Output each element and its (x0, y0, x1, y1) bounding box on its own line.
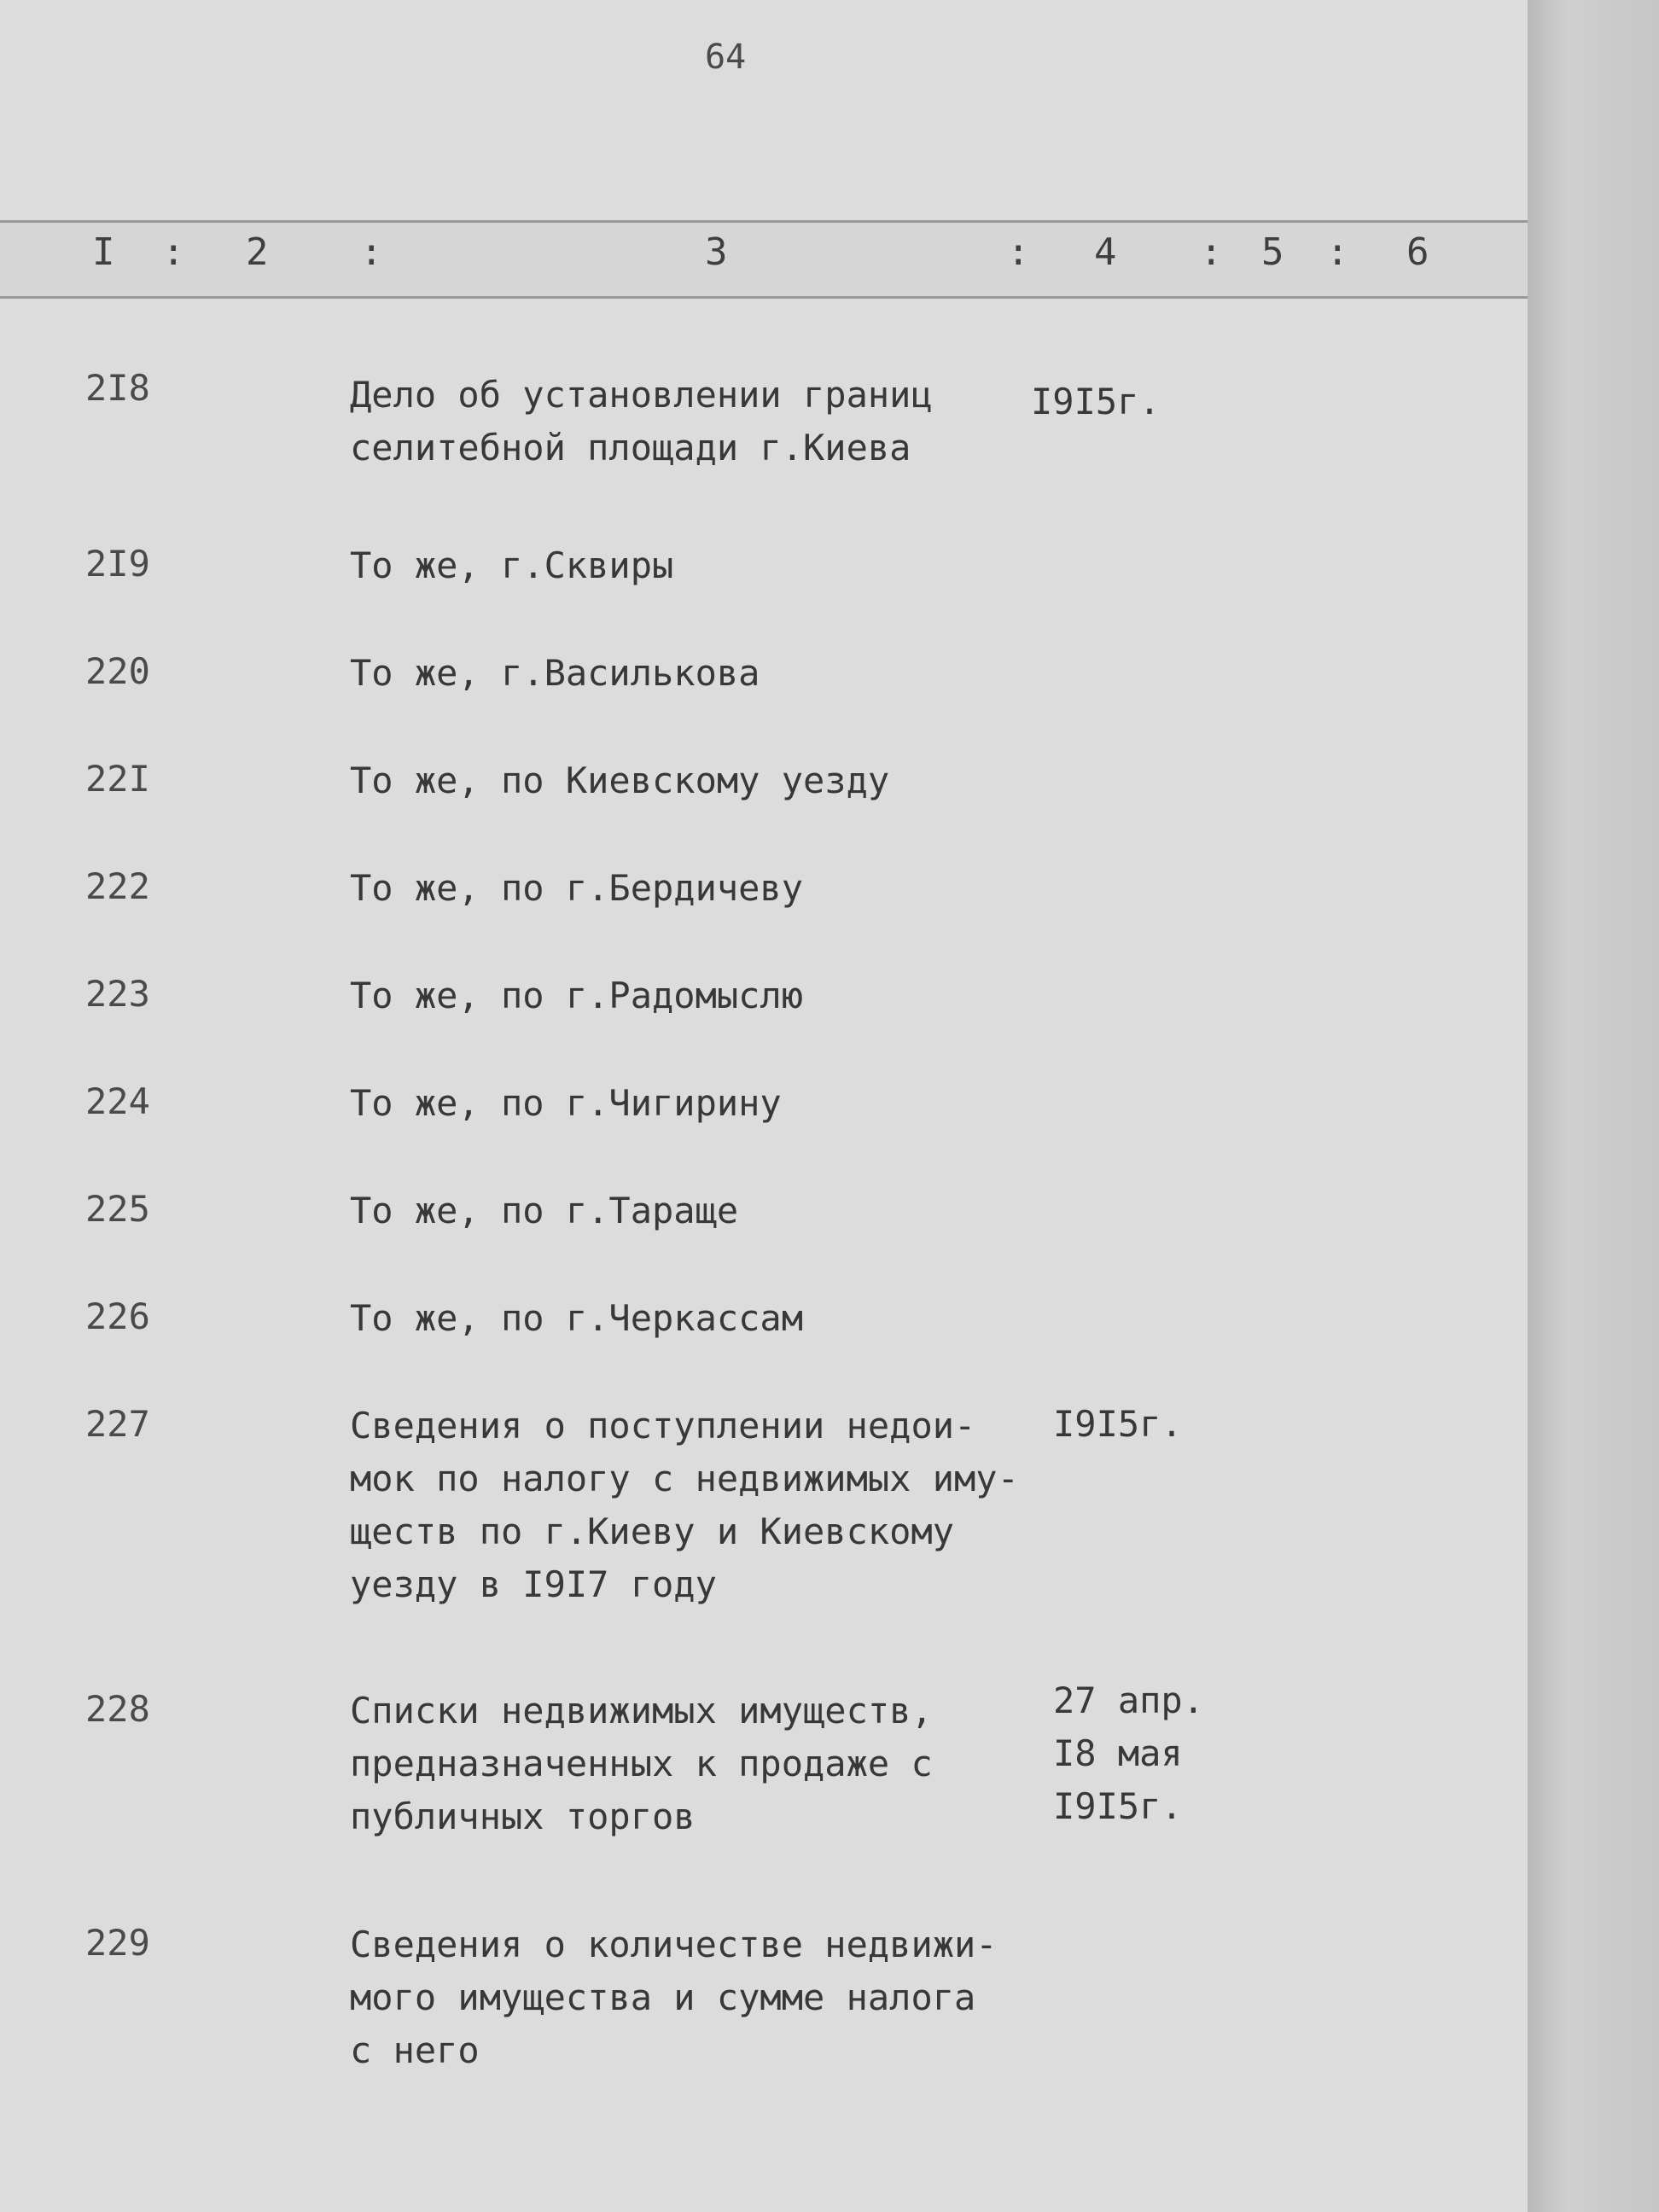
row-date: 27 апр. I8 мая I9I5г. (1053, 1679, 1205, 1827)
column-header-band (0, 220, 1528, 299)
row-number: 220 (85, 650, 150, 692)
row-number: 227 (85, 1403, 150, 1445)
row-number: 2I9 (85, 543, 150, 585)
row-title: Сведения о количестве недвижи- мого имущества и сумме налога с него (350, 1924, 998, 2071)
row-number: 228 (85, 1688, 150, 1730)
row-title: Дело об установлении границ селитебной площади г.Киева (350, 374, 933, 469)
page-number: 64 (705, 38, 747, 77)
header-separator: : (360, 230, 383, 274)
row-number: 223 (85, 973, 150, 1015)
row-title: Списки недвижимых имуществ, предназначенных к продаже с публичных торгов (350, 1690, 933, 1837)
row-title: То же, по г.Бердичеву (350, 867, 804, 909)
row-date: I9I5г. (1053, 1403, 1183, 1445)
row-number: 2I8 (85, 367, 150, 409)
header-col-2: 2 (246, 230, 269, 274)
header-col-4: 4 (1094, 230, 1117, 274)
row-number: 224 (85, 1080, 150, 1122)
header-separator: : (162, 230, 185, 274)
header-col-3: 3 (705, 230, 728, 274)
row-number: 226 (85, 1295, 150, 1337)
row-title: То же, по Киевскому уезду (350, 760, 890, 801)
row-title: То же, по г.Тараще (350, 1190, 739, 1231)
row-title: То же, по г.Черкассам (350, 1297, 804, 1339)
header-col-6: 6 (1406, 230, 1429, 274)
row-title: То же, г.Сквиры (350, 544, 674, 586)
row-date: I9I5г. (1031, 381, 1161, 422)
row-title: То же, по г.Чигирину (350, 1082, 782, 1124)
row-number: 229 (85, 1922, 150, 1964)
header-separator: : (1326, 230, 1349, 274)
row-number: 222 (85, 865, 150, 907)
header-separator: : (1007, 230, 1030, 274)
row-title: То же, по г.Радомыслю (350, 975, 804, 1016)
row-number: 22I (85, 758, 150, 800)
header-col-1: I (92, 230, 115, 274)
row-title: Сведения о поступлении недои- мок по налогу с недвижимых иму- ществ по г.Киеву и Киевскому уезду в I9I7 году (350, 1405, 1019, 1605)
page-edge-shadow (1528, 0, 1659, 2212)
header-col-5: 5 (1261, 230, 1284, 274)
header-separator: : (1200, 230, 1223, 274)
row-title: То же, г.Василькова (350, 652, 760, 694)
row-number: 225 (85, 1188, 150, 1230)
